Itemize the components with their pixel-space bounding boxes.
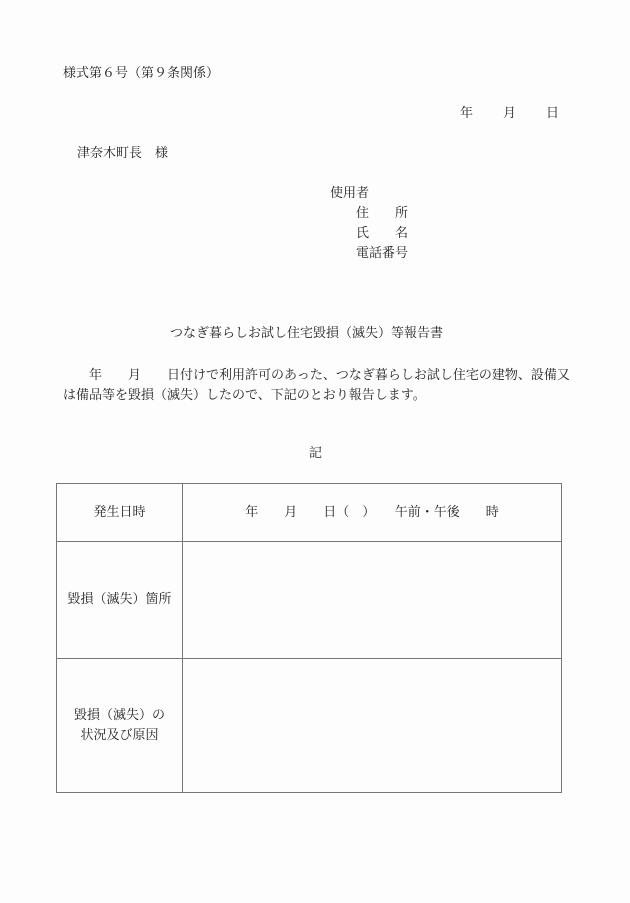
occurrence-datetime-field[interactable]: 年 月 日（ ） 午前・午後 時 (183, 484, 562, 542)
occurrence-datetime-label: 発生日時 (57, 484, 183, 542)
address-label: 住 所 (356, 206, 409, 221)
document-title: つなぎ暮らしお試し住宅毀損（滅失）等報告書 (170, 326, 444, 341)
form-number: 様式第６号（第９条関係） (63, 66, 220, 81)
body-text: 年 月 日付けで利用許可のあった、つなぎ暮らしお試し住宅の建物、設備又は備品等を毀損（滅失）したので、下記のとおり報告します。 (63, 368, 570, 403)
table-row (57, 659, 562, 793)
damage-location-field[interactable] (183, 542, 562, 659)
date-year-label: 年 (460, 106, 474, 121)
ki-heading: 記 (309, 446, 323, 461)
report-table (56, 483, 562, 793)
name-label: 氏 名 (356, 226, 409, 241)
phone-label: 電話番号 (356, 246, 409, 261)
damage-status-cause-field[interactable] (183, 659, 562, 793)
date-day-label: 日 (546, 106, 560, 121)
user-label: 使用者 (330, 186, 370, 201)
damage-status-label-line2: 状況及び原因 (80, 727, 159, 743)
date-month-label: 月 (503, 106, 517, 121)
addressee: 津奈木町長 様 (77, 146, 169, 161)
damage-status-label-line1: 毀損（滅失）の (73, 707, 165, 723)
table-row (57, 542, 562, 659)
table-row (57, 484, 562, 542)
date-line (460, 107, 559, 120)
damage-status-cause-label (57, 659, 183, 793)
damage-location-label: 毀損（滅失）箇所 (57, 542, 183, 659)
